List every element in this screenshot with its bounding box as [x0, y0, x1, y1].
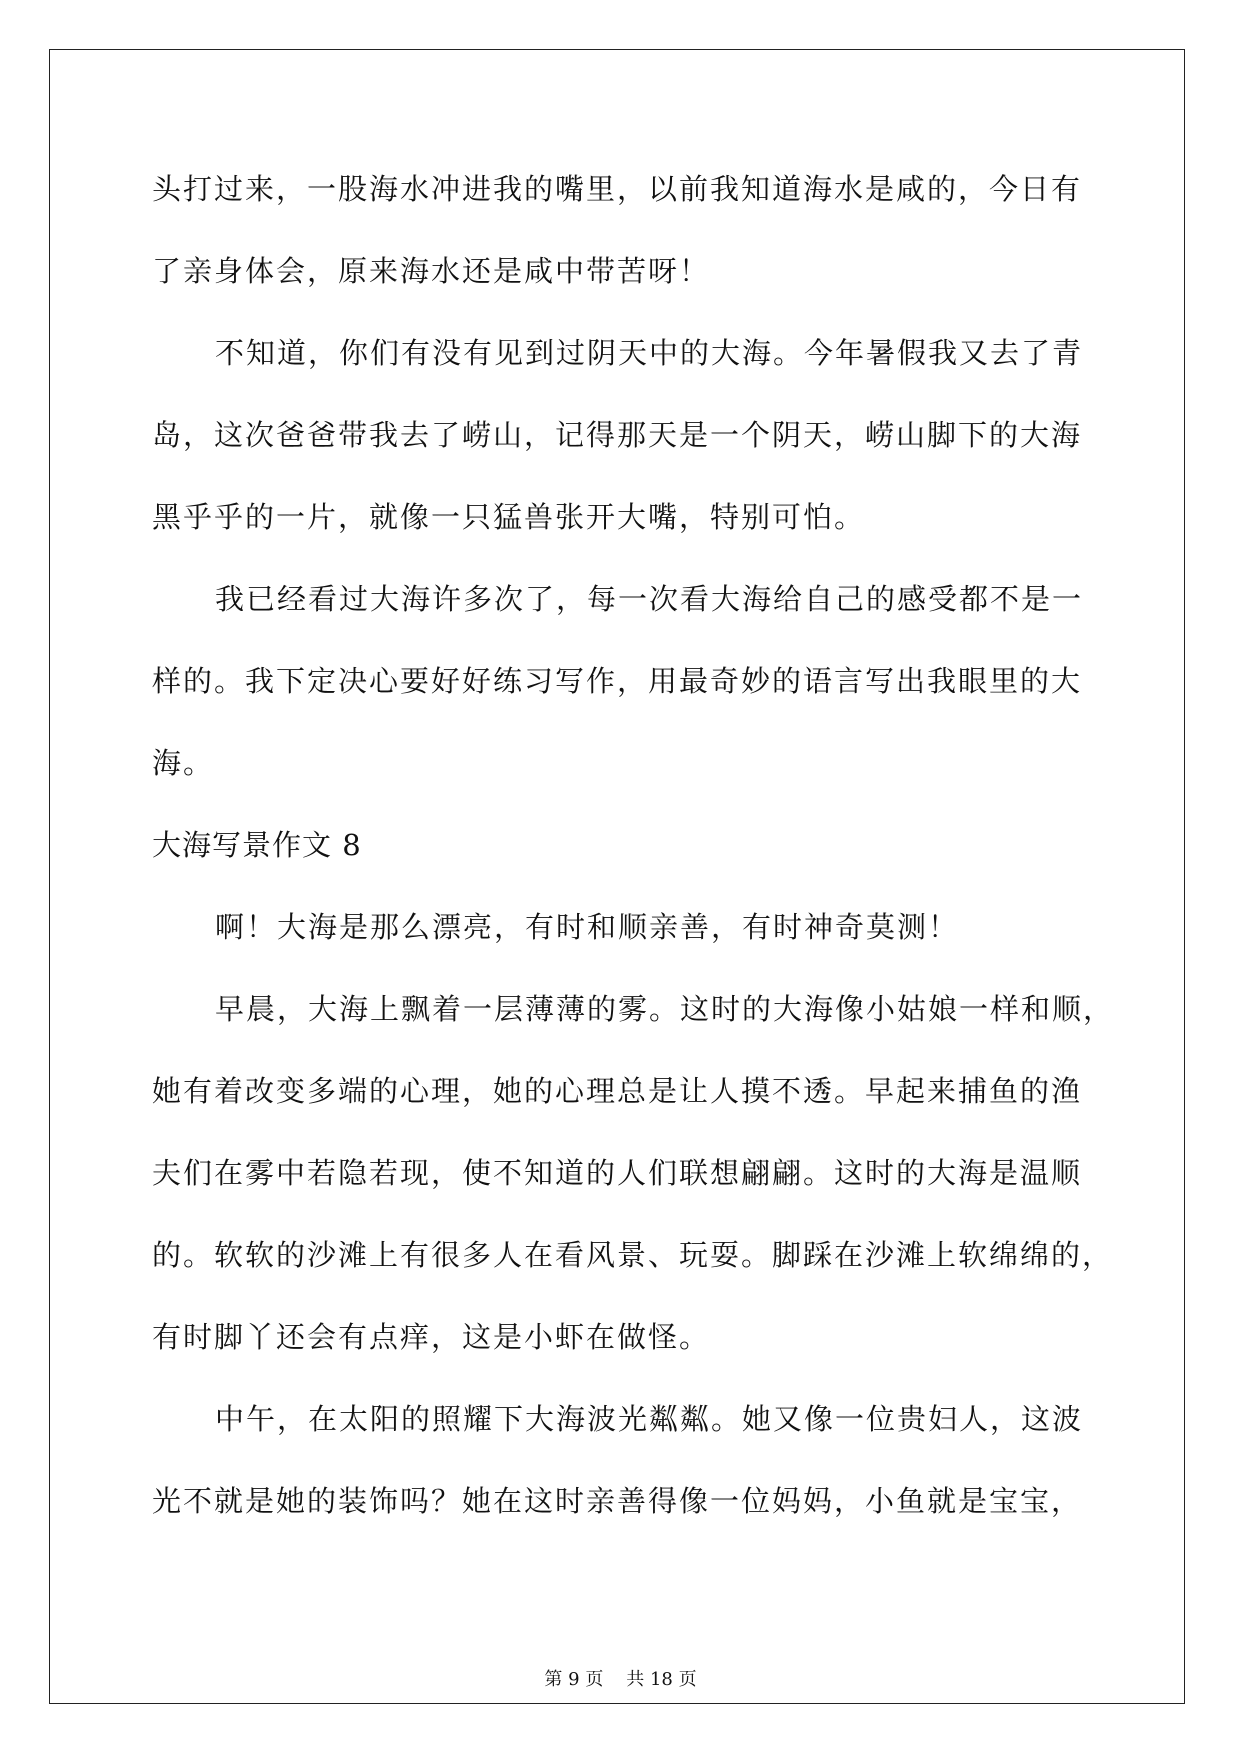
paragraph-start-line: 中午，在太阳的照耀下大海波光粼粼。她又像一位贵妇人，这波	[215, 1402, 1084, 1436]
text-line: 头打过来，一股海水冲进我的嘴里，以前我知道海水是咸的，今日有	[152, 172, 1083, 206]
text-line: 她有着改变多端的心理，她的心理总是让人摸不透。早起来捕鱼的渔	[152, 1074, 1083, 1108]
section-heading: 大海写景作文 8	[152, 828, 362, 862]
text-line: 夫们在雾中若隐若现，使不知道的人们联想翩翩。这时的大海是温顺	[152, 1156, 1083, 1190]
text-line: 的。软软的沙滩上有很多人在看风景、玩耍。脚踩在沙滩上软绵绵的，	[152, 1238, 1114, 1272]
page-total: 共 18 页	[626, 1669, 697, 1690]
paragraph-start-line: 我已经看过大海许多次了，每一次看大海给自己的感受都不是一	[215, 582, 1084, 616]
text-line: 黑乎乎的一片，就像一只猛兽张开大嘴，特别可怕。	[152, 500, 866, 534]
text-line: 岛，这次爸爸带我去了崂山，记得那天是一个阴天，崂山脚下的大海	[152, 418, 1083, 452]
text-line: 有时脚丫还会有点痒，这是小虾在做怪。	[152, 1320, 711, 1354]
text-line: 海。	[152, 746, 215, 780]
paragraph-start-line: 不知道，你们有没有见到过阴天中的大海。今年暑假我又去了青	[215, 336, 1084, 370]
text-line: 了亲身体会，原来海水还是咸中带苦呀！	[152, 254, 711, 288]
document-body	[152, 160, 1115, 1554]
text-line: 光不就是她的装饰吗？她在这时亲善得像一位妈妈，小鱼就是宝宝，	[152, 1484, 1083, 1518]
page-footer	[0, 1668, 1241, 1692]
text-line: 样的。我下定决心要好好练习写作，用最奇妙的语言写出我眼里的大	[152, 664, 1083, 698]
page-number: 第 9 页	[544, 1669, 604, 1690]
paragraph-start-line: 早晨，大海上飘着一层薄薄的雾。这时的大海像小姑娘一样和顺，	[215, 992, 1115, 1026]
paragraph-start-line: 啊！大海是那么漂亮，有时和顺亲善，有时神奇莫测！	[215, 910, 960, 944]
